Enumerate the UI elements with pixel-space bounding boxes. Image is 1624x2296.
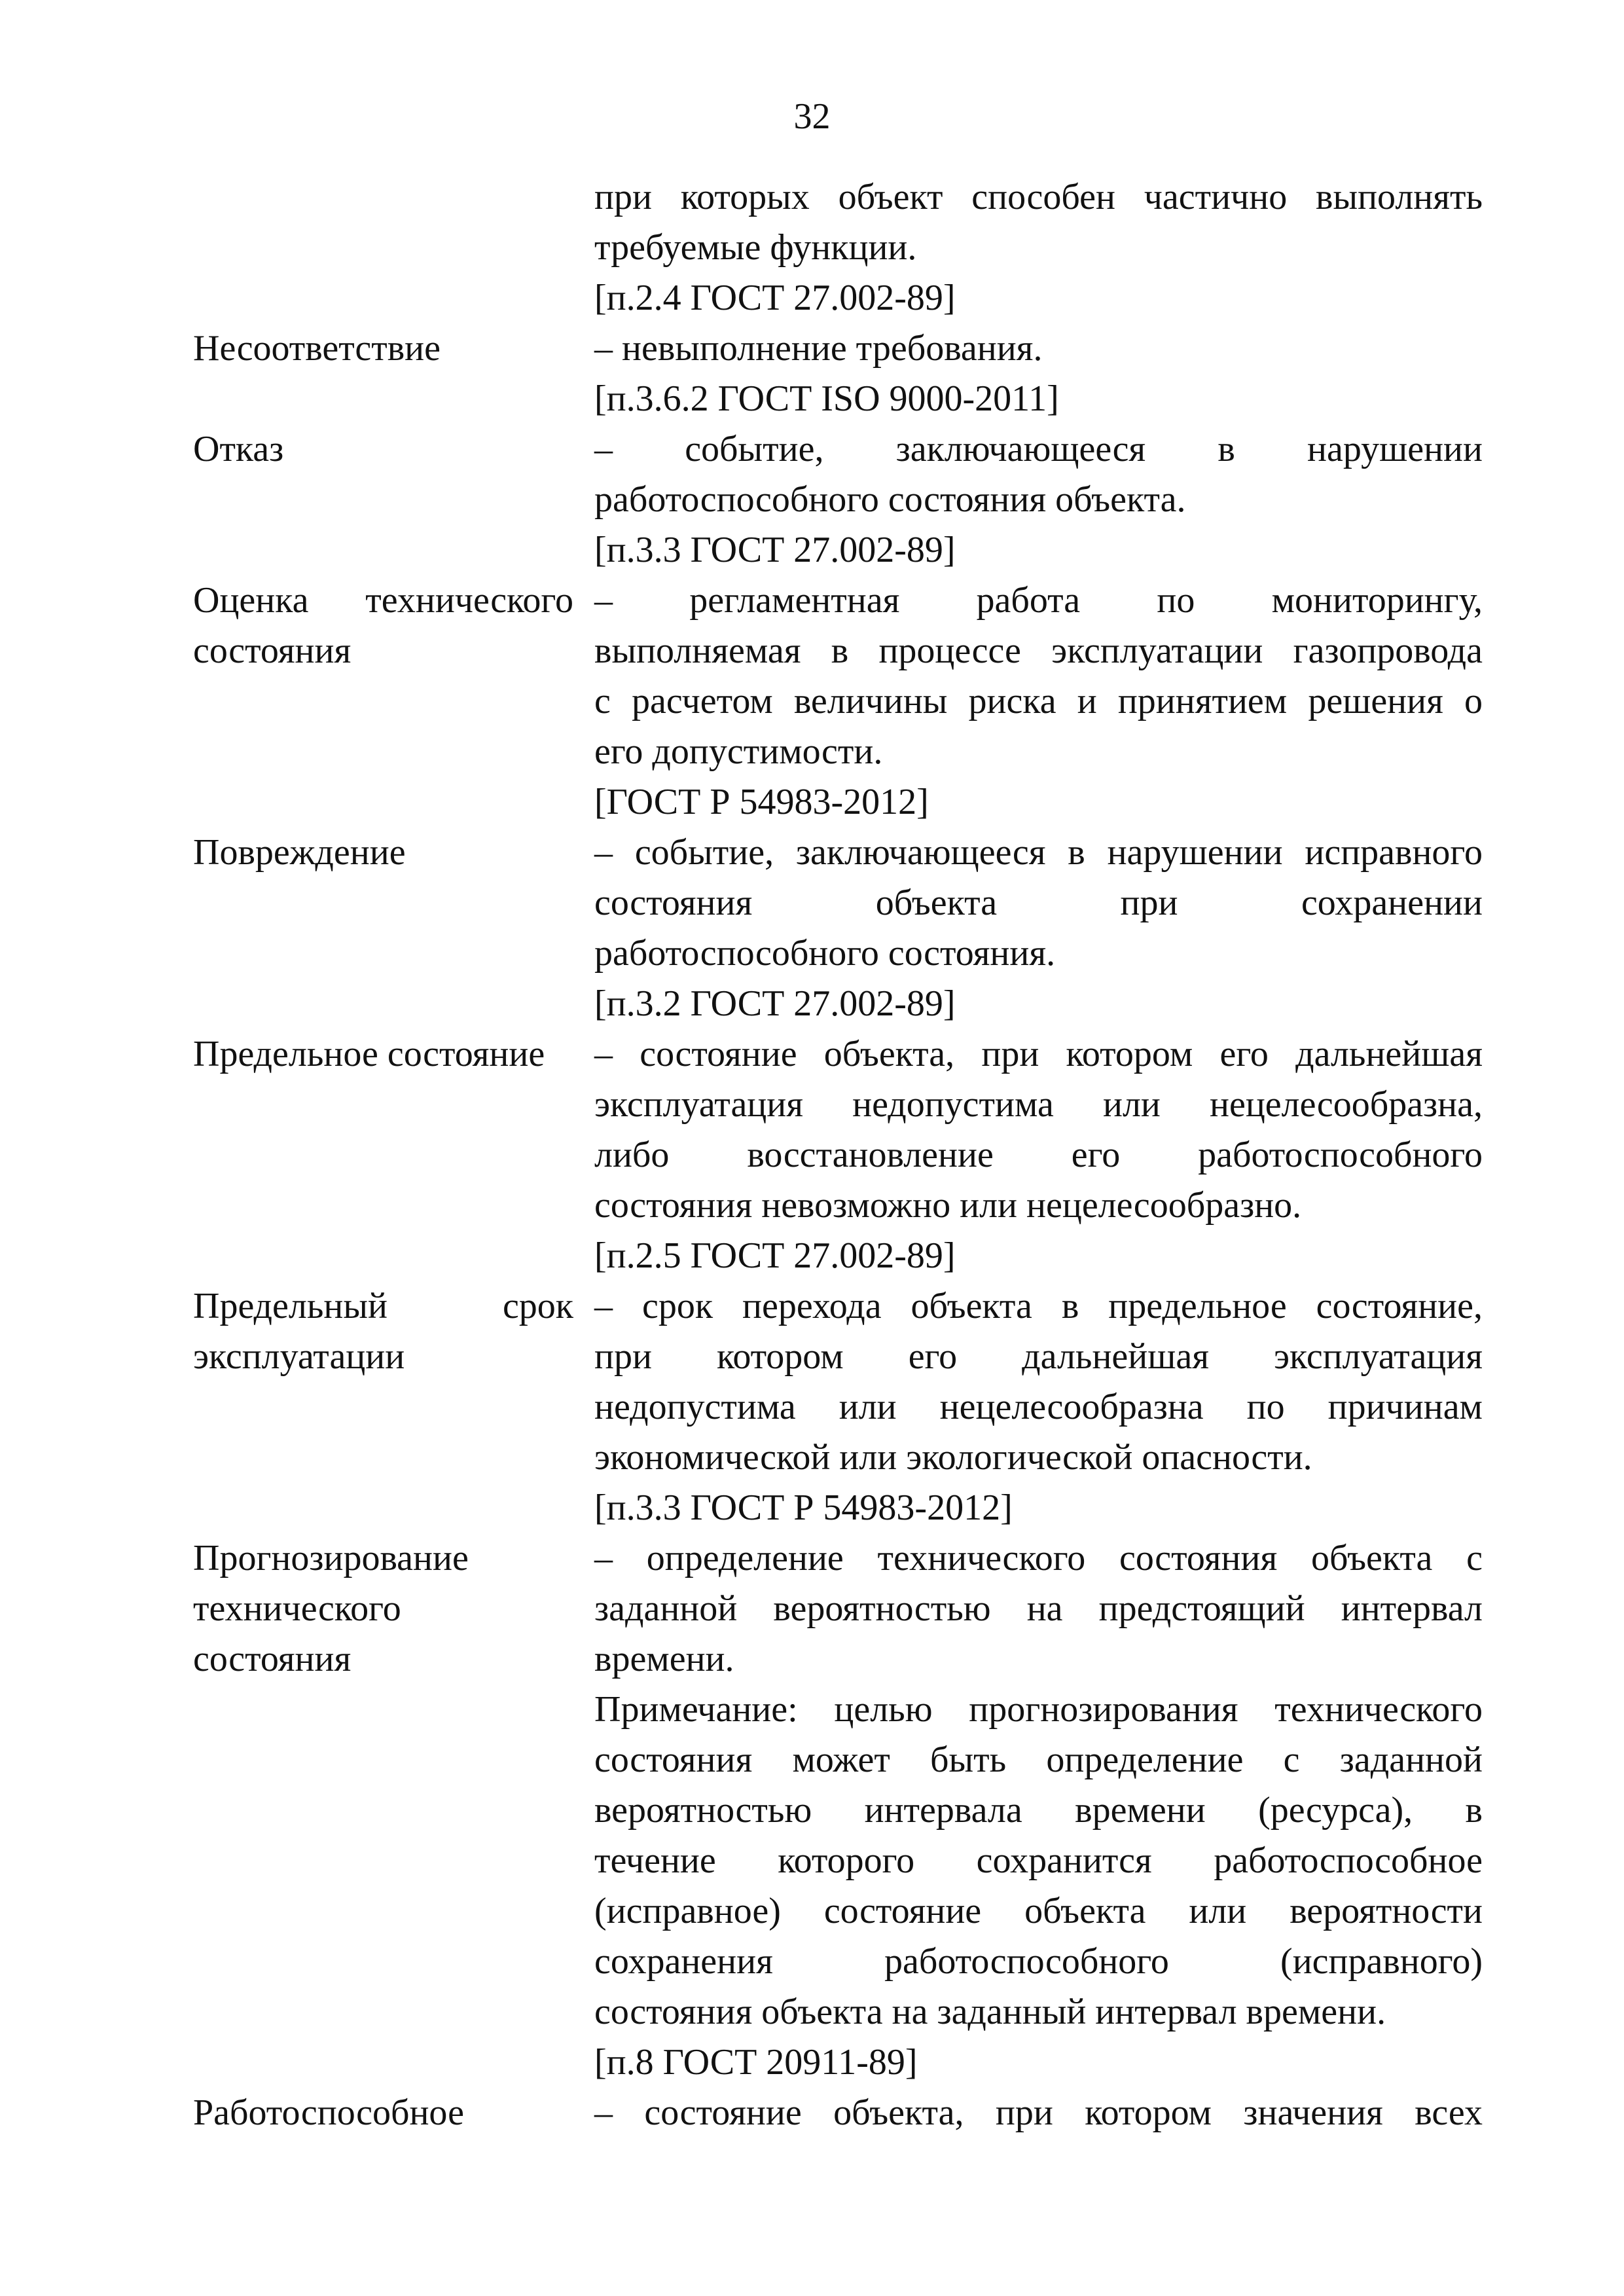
definition-line: работоспособного состояния объекта.	[594, 479, 1186, 520]
glossary-entry	[193, 424, 1483, 575]
glossary-definition	[594, 575, 1483, 828]
glossary-term	[193, 1533, 594, 1685]
definition-line: состояния невозможно или нецелесообразно.	[594, 1185, 1302, 1226]
page-number: 32	[793, 96, 831, 137]
definition-line: – определение технического состояния объекта с	[594, 1538, 1483, 1578]
glossary-definition	[594, 323, 1483, 424]
standard-reference: [п.3.2 ГОСТ 27.002-89]	[594, 983, 956, 1024]
definition-line: вероятностью интервала времени (ресурса), в	[594, 1790, 1483, 1831]
glossary-term	[193, 2088, 594, 2138]
glossary-term	[193, 828, 594, 878]
glossary-definition	[594, 1533, 1483, 2088]
definition-line: – невыполнение требования.	[594, 328, 1043, 369]
glossary-term	[193, 323, 594, 374]
definition-line: работоспособного состояния.	[594, 933, 1056, 974]
definition-line: либо восстановление его работоспособного	[594, 1135, 1483, 1175]
term-line: технического	[193, 1588, 401, 1629]
definition-line: состояния объекта на заданный интервал времени.	[594, 1992, 1386, 2032]
standard-reference: [ГОСТ Р 54983-2012]	[594, 782, 929, 822]
term-line: Прогнозирование	[193, 1538, 469, 1578]
glossary-term	[193, 575, 594, 676]
standard-reference: [п.2.4 ГОСТ 27.002-89]	[594, 278, 956, 318]
definition-line: выполняемая в процессе эксплуатации газопровода	[594, 630, 1483, 671]
standard-reference: [п.2.5 ГОСТ 27.002-89]	[594, 1235, 956, 1276]
glossary-entry	[193, 323, 1483, 424]
definition-line: его допустимости.	[594, 731, 883, 772]
glossary-definition	[594, 172, 1483, 323]
definition-line: – событие, заключающееся в нарушении исправного	[594, 832, 1483, 873]
glossary-term	[193, 424, 594, 475]
glossary-entry	[193, 2088, 1483, 2138]
definition-line: при которых объект способен частично выполнять	[594, 177, 1483, 217]
term-line: Оценка технического	[193, 580, 573, 621]
definition-line: времени.	[594, 1639, 734, 1679]
glossary-entry	[193, 1281, 1483, 1533]
definition-line: Примечание: целью прогнозирования технического	[594, 1689, 1483, 1730]
definition-line: – состояние объекта, при котором значения всех	[594, 2092, 1483, 2133]
glossary-definition	[594, 828, 1483, 1029]
term-line: Несоответствие	[193, 328, 441, 369]
term-line: Работоспособное	[193, 2092, 464, 2133]
term-line: Отказ	[193, 429, 284, 469]
term-line: эксплуатации	[193, 1336, 405, 1377]
glossary-entry	[193, 1029, 1483, 1281]
glossary-definition	[594, 2088, 1483, 2138]
definition-line: – регламентная работа по мониторингу,	[594, 580, 1483, 621]
standard-reference: [п.3.3 ГОСТ 27.002-89]	[594, 530, 956, 570]
glossary-list	[193, 172, 1483, 2138]
definition-line: с расчетом величины риска и принятием решения о	[594, 681, 1483, 721]
glossary-term	[193, 1029, 594, 1080]
term-line: Предельное состояние	[193, 1034, 545, 1074]
glossary-term	[193, 1281, 594, 1382]
standard-reference: [п.3.6.2 ГОСТ ISO 9000-2011]	[594, 378, 1059, 419]
definition-line: состояния может быть определение с заданной	[594, 1740, 1483, 1780]
glossary-entry	[193, 172, 1483, 323]
definition-line: – состояние объекта, при котором его дальнейшая	[594, 1034, 1483, 1074]
definition-line: экономической или экологической опасности.	[594, 1437, 1312, 1478]
glossary-entry	[193, 828, 1483, 1029]
definition-line: заданной вероятностью на предстоящий интервал	[594, 1588, 1483, 1629]
definition-line: недопустима или нецелесообразна по причинам	[594, 1387, 1483, 1427]
definition-line: состояния объекта при сохранении	[594, 883, 1483, 923]
definition-line: (исправное) состояние объекта или вероятности	[594, 1891, 1483, 1931]
glossary-entry	[193, 1533, 1483, 2088]
definition-line: эксплуатация недопустима или нецелесообразна,	[594, 1084, 1483, 1125]
glossary-definition	[594, 1029, 1483, 1281]
definition-line: течение которого сохранится работоспособное	[594, 1840, 1483, 1881]
term-line: Предельный срок	[193, 1286, 573, 1326]
definition-line: – событие, заключающееся в нарушении	[594, 429, 1483, 469]
term-line: состояния	[193, 1639, 352, 1679]
term-line: Повреждение	[193, 832, 406, 873]
definition-line: требуемые функции.	[594, 227, 917, 268]
standard-reference: [п.3.3 ГОСТ Р 54983-2012]	[594, 1487, 1013, 1528]
definition-line: сохранения работоспособного (исправного)	[594, 1941, 1483, 1982]
glossary-entry	[193, 575, 1483, 828]
glossary-definition	[594, 424, 1483, 575]
definition-line: – срок перехода объекта в предельное состояние,	[594, 1286, 1483, 1326]
standard-reference: [п.8 ГОСТ 20911-89]	[594, 2042, 918, 2083]
glossary-definition	[594, 1281, 1483, 1533]
term-line: состояния	[193, 630, 352, 671]
definition-line: при котором его дальнейшая эксплуатация	[594, 1336, 1483, 1377]
